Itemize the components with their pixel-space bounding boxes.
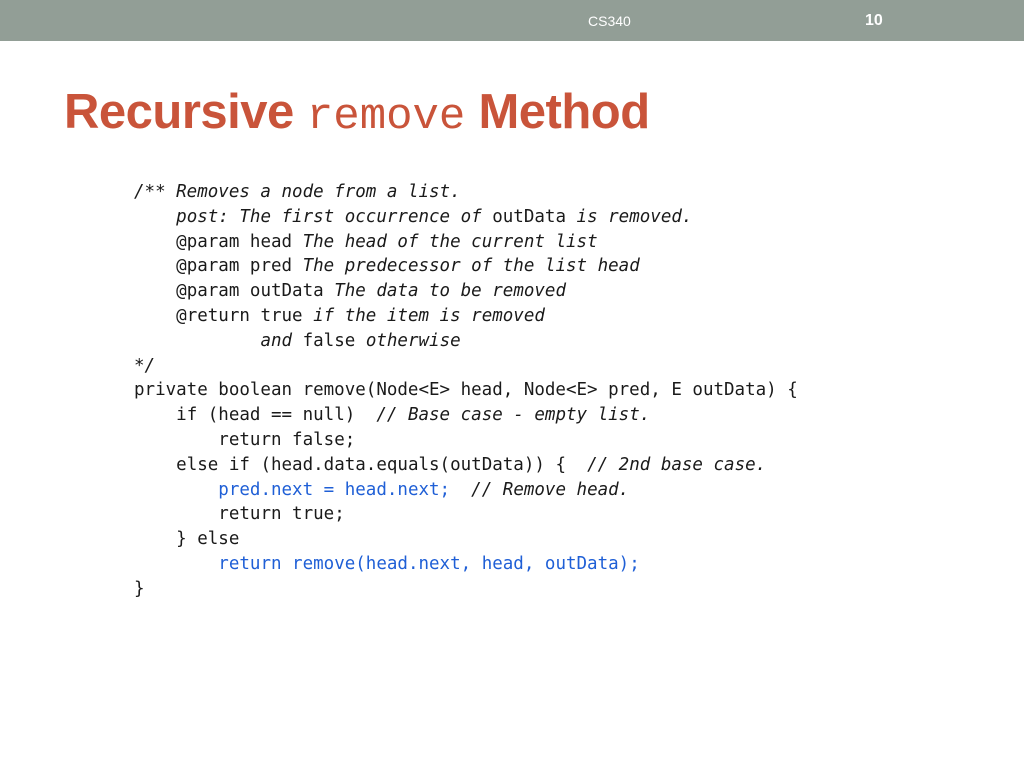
- header-bar: [0, 0, 1024, 41]
- course-label: CS340: [588, 13, 631, 29]
- code-comment: The predecessor of the list head: [302, 256, 640, 277]
- code-line: [134, 205, 798, 230]
- code-text: false: [302, 330, 356, 351]
- code-text: return false;: [218, 429, 356, 450]
- code-highlight: return remove(head.next, head, outData);: [218, 553, 640, 574]
- code-text: outData: [492, 206, 566, 227]
- code-line: [134, 428, 798, 453]
- code-line: [134, 354, 798, 379]
- slide-title: [64, 84, 650, 142]
- code-line: [134, 453, 798, 478]
- code-comment: */: [134, 355, 156, 376]
- title-prefix: Recursive: [64, 85, 294, 139]
- code-comment: // Remove head.: [471, 479, 630, 500]
- code-comment: The head of the current list: [302, 231, 598, 252]
- code-line: [134, 527, 798, 552]
- code-text: @param head: [176, 231, 303, 252]
- code-line: [134, 230, 798, 255]
- code-line: [134, 502, 798, 527]
- code-comment: post: The first occurrence of: [176, 206, 493, 227]
- code-comment: // Base case - empty list.: [376, 405, 651, 426]
- code-line: [134, 180, 798, 205]
- title-code: remove: [306, 92, 466, 142]
- code-comment: The data to be removed: [334, 281, 566, 302]
- code-text: private boolean remove(Node<E> head, Node<E> pred, E outData) {: [134, 380, 798, 401]
- code-comment: is removed.: [566, 206, 693, 227]
- code-line: [134, 552, 798, 577]
- code-line: [134, 577, 798, 602]
- code-line: [134, 329, 798, 354]
- code-block: [134, 180, 798, 602]
- code-text: }: [134, 578, 145, 599]
- code-line: [134, 378, 798, 403]
- code-text: return true;: [218, 504, 345, 525]
- code-line: [134, 279, 798, 304]
- code-text: else if (head.data.equals(outData)) {: [176, 454, 588, 475]
- code-line: [134, 478, 798, 503]
- code-highlight: pred.next = head.next;: [218, 479, 472, 500]
- code-text: } else: [176, 529, 240, 550]
- code-line: [134, 254, 798, 279]
- code-text: if (head == null): [176, 405, 377, 426]
- code-comment: // 2nd base case.: [587, 454, 767, 475]
- code-line: [134, 304, 798, 329]
- code-text: @return true: [176, 305, 314, 326]
- code-comment: otherwise: [355, 330, 461, 351]
- code-line: [134, 403, 798, 428]
- code-comment: if the item is removed: [313, 305, 545, 326]
- slide-number: 10: [865, 12, 883, 29]
- code-text: @param pred: [176, 256, 303, 277]
- code-comment: and: [260, 330, 303, 351]
- code-comment: /** Removes a node from a list.: [134, 182, 461, 202]
- code-text: @param outData: [176, 281, 335, 302]
- title-suffix: Method: [478, 85, 650, 139]
